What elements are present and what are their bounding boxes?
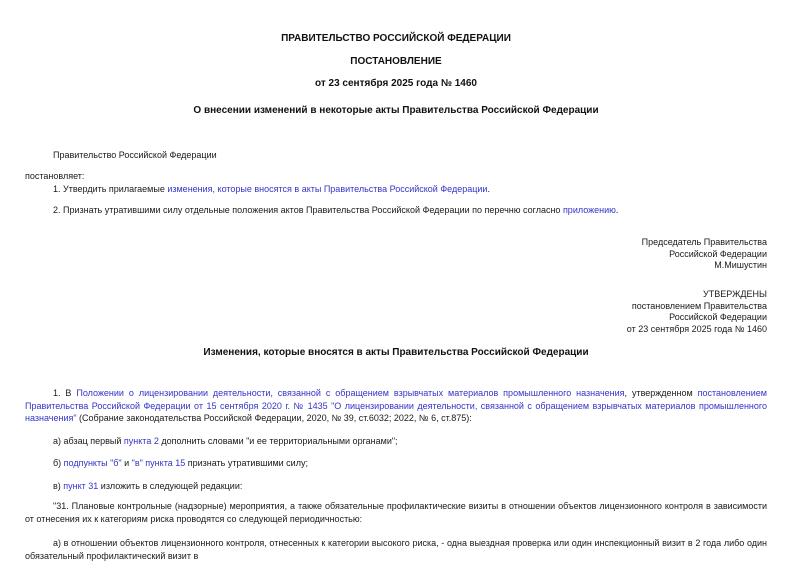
amendments-heading: Изменения, которые вносятся в акты Правительства Российской Федерации [203, 347, 589, 358]
approval-line-date: от 23 сентября 2025 года № 1460 [626, 323, 767, 334]
text-segment: 1. В [53, 388, 77, 398]
doc-link[interactable]: "в" пункта 15 [131, 458, 186, 468]
header-doc-type: ПОСТАНОВЛЕНИЕ [350, 56, 442, 67]
text-segment: дополнить словами "и ее территориальными органами"; [158, 435, 398, 446]
doc-link[interactable]: пункта 2 [123, 435, 159, 446]
signature-block [642, 237, 767, 272]
amendments-quote-31a: а) в отношении объектов лицензионного контроля, отнесенных к категории высокого риска, - одна выездная проверка или один инспекционный визит в 2 года либо один обязательный профилактический визит в [25, 538, 767, 561]
preamble-intro: Правительство Российской Федерации [53, 150, 217, 160]
text-segment: . [615, 204, 619, 215]
preamble-item-2 [25, 204, 767, 217]
document-content [25, 0, 767, 216]
doc-link[interactable]: пункт 31 [63, 480, 99, 491]
doc-link[interactable]: изменения, которые вносятся в акты Правительства Российской Федерации [167, 184, 488, 194]
amendments-subitem-a [25, 435, 767, 448]
amendments-quote-31: "31. Плановые контрольные (надзорные) мероприятия, а также обязательные профилактические визиты в отношении объектов лицензионного контроля в зависимости от отнесения их к категориям риска проводятся со следующей периодичностью: [25, 501, 767, 524]
approval-block [627, 289, 767, 335]
text-segment: б) [53, 458, 64, 468]
amendments-subitem-v [25, 480, 767, 493]
amendments-subitem-b [25, 457, 767, 470]
text-segment: , утвержденном [624, 388, 698, 398]
doc-link[interactable]: Положении о лицензировании деятельности, связанной с обращением взрывчатых материалов промышленного назначения [76, 388, 625, 398]
signature-line-name: М.Мишустин [714, 260, 767, 270]
text-segment: в) [53, 480, 64, 491]
text-segment: изложить в следующей редакции: [98, 480, 243, 491]
amendments-paragraph-1 [25, 387, 767, 425]
text-segment: 2. Признать утратившими силу отдельные положения актов Правительства Российской Федерации по перечню согласно [53, 204, 563, 215]
text-segment: 1. Утвердить прилагаемые [53, 184, 168, 194]
header-organization: ПРАВИТЕЛЬСТВО РОССИЙСКОЙ ФЕДЕРАЦИИ [281, 33, 511, 44]
preamble-resolves: постановляет: [25, 170, 85, 181]
signature-line-org: Российской Федерации [669, 248, 767, 259]
signature-line-title: Председатель Правительства [641, 237, 767, 247]
approval-line-org: Российской Федерации [669, 312, 767, 322]
approval-line-by: постановлением Правительства [631, 300, 767, 311]
preamble-item-1 [25, 183, 767, 196]
approval-line-status: УТВЕРЖДЕНЫ [703, 289, 767, 299]
doc-link[interactable]: подпункты "б" [63, 458, 122, 468]
doc-link[interactable]: постановлением Правительства Российской Федерации от 15 сентября 2020 г. № 1435 "О лицензировании деятельности, связанной с обращением взрывчатых материалов промышленного назначения" [25, 388, 767, 423]
text-segment: а) абзац первый [53, 435, 124, 446]
text-segment: . [487, 184, 490, 194]
text-segment: признать утратившими силу; [185, 458, 308, 468]
amendments-section [25, 347, 767, 562]
doc-link[interactable]: приложению [562, 204, 616, 215]
text-segment: (Собрание законодательства Российской Федерации, 2020, № 39, ст.6032; 2022, № 6, ст.875): [76, 413, 472, 423]
text-segment: и [121, 458, 132, 468]
header-date-number: от 23 сентября 2025 года № 1460 [315, 78, 477, 89]
document-title: О внесении изменений в некоторые акты Правительства Российской Федерации [193, 105, 599, 116]
